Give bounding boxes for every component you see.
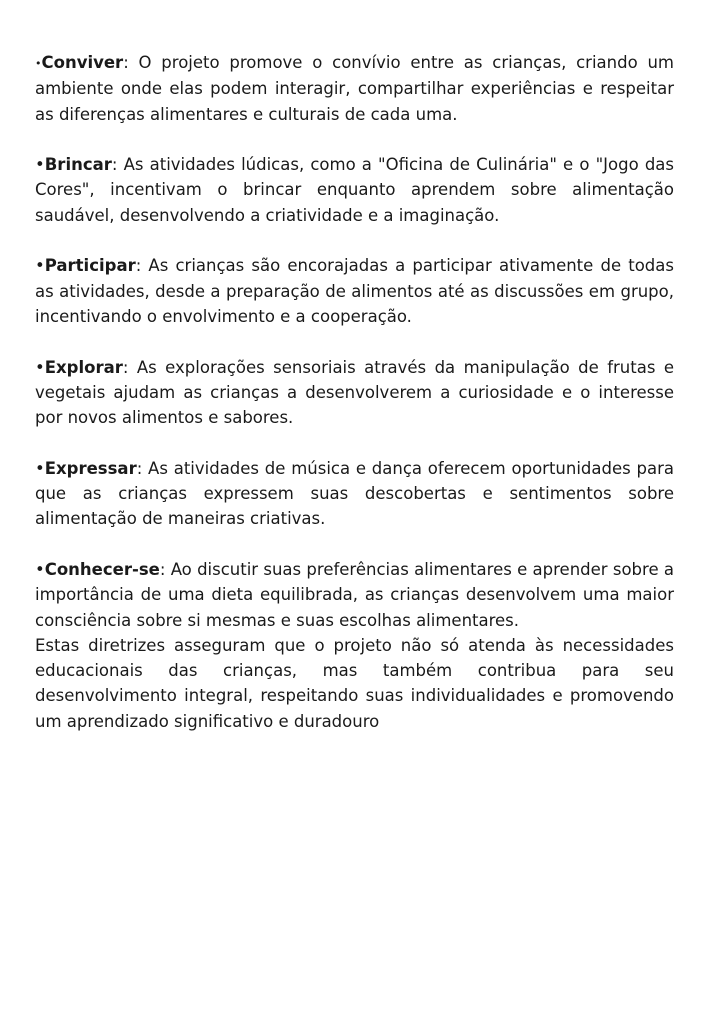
bullet: • <box>35 57 42 70</box>
item-text: : As explorações sensoriais através da manipulação de frutas e vegetais ajudam as crianças a desenvolverem a curiosidade e o interesse por novos alimentos e sabores. <box>35 357 674 428</box>
bullet: • <box>35 357 45 377</box>
document-page <box>35 50 674 734</box>
item-conviver <box>35 50 674 127</box>
item-participar <box>35 253 674 329</box>
item-term: Brincar <box>44 155 112 175</box>
bullet: • <box>35 559 45 579</box>
bullet: • <box>35 155 45 175</box>
item-expressar <box>35 456 674 532</box>
item-text: : As atividades de música e dança oferecem oportunidades para que as crianças expressem suas descobertas e sentimentos sobre alimentação de maneiras criativas. <box>35 458 674 529</box>
item-conhecer-se <box>35 557 674 633</box>
item-text: : As crianças são encorajadas a participar ativamente de todas as atividades, desde a preparação de alimentos até as discussões em grupo, incentivando o envolvimento e a cooperação. <box>35 256 674 326</box>
bullet: • <box>35 256 45 276</box>
item-term: Explorar <box>44 357 123 377</box>
item-text: : O projeto promove o convívio entre as crianças, criando um ambiente onde elas podem interagir, compartilhar experiências e respeitar as diferenças alimentares e culturais de cada uma. <box>35 53 674 124</box>
item-term: Expressar <box>44 458 137 478</box>
item-brincar <box>35 152 674 228</box>
item-text: : As atividades lúdicas, como a "Oficina de Culinária" e o "Jogo das Cores", incentivam o brincar enquanto aprendem sobre alimentação saudável, desenvolvendo a criatividade e a imaginação. <box>35 155 674 225</box>
item-term: Participar <box>44 256 136 276</box>
item-explorar <box>35 355 674 431</box>
item-term: Conviver <box>41 53 124 72</box>
item-term: Conhecer-se <box>44 559 160 579</box>
closing-paragraph: Estas diretrizes asseguram que o projeto não só atenda às necessidades educacionais das crianças, mas também contribua para seu desenvolvimento integral, respeitando suas individualidades e promovendo um aprendizado significativo e duradouro <box>35 635 674 731</box>
bullet: • <box>35 458 45 478</box>
item-text: : Ao discutir suas preferências alimentares e aprender sobre a importância de uma dieta equilibrada, as crianças desenvolvem uma maior consciência sobre si mesmas e suas escolhas alimentares. <box>35 559 674 630</box>
